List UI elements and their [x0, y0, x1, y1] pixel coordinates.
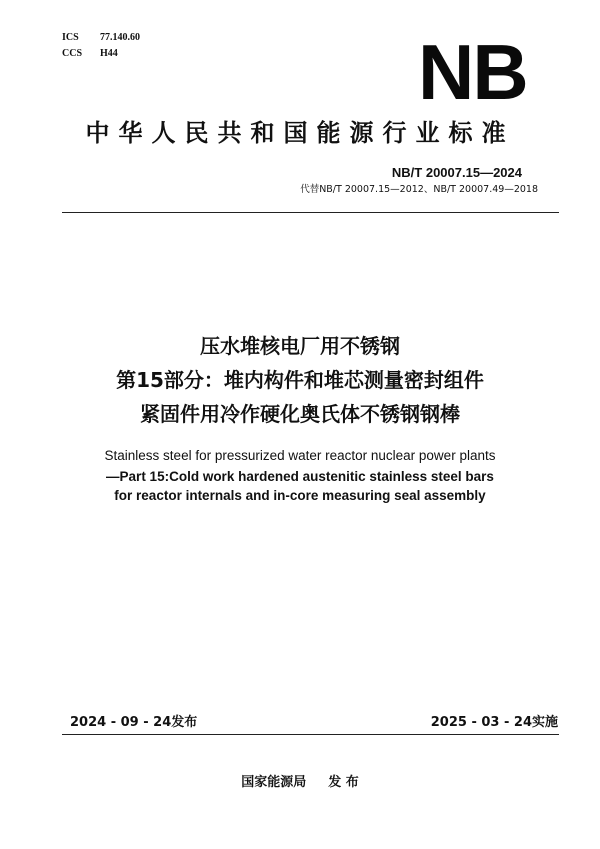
bottom-divider — [62, 734, 559, 735]
nb-logo: NB — [418, 28, 527, 116]
english-title-line-3: for reactor internals and in-core measuring seal assembly — [114, 488, 486, 503]
english-title — [0, 446, 600, 505]
publisher-action: 发 布 — [328, 775, 359, 790]
replaces-note: 代替NB/T 20007.15—2012、NB/T 20007.49—2018 — [300, 184, 538, 195]
ccs-value: H44 — [100, 48, 118, 59]
issue-date: 2024 - 09 - 24发布 — [70, 715, 198, 730]
chinese-title-line-3: 紧固件用冷作硬化奥氏体不锈钢钢棒 — [140, 402, 460, 426]
ccs-label: CCS — [62, 48, 83, 59]
chinese-title-line-2: 第15部分：堆内构件和堆芯测量密封组件 — [116, 368, 484, 392]
english-title-line-2: —Part 15:Cold work hardened austenitic stainless steel bars — [106, 469, 494, 484]
english-title-line-1: Stainless steel for pressurized water reactor nuclear power plants — [104, 448, 496, 463]
ics-value: 77.140.60 — [100, 32, 140, 43]
classification-codes — [62, 30, 140, 62]
ics-row — [62, 30, 140, 46]
implementation-date: 2025 - 03 - 24实施 — [430, 715, 558, 730]
top-divider — [62, 212, 559, 213]
publisher — [0, 775, 600, 791]
chinese-title — [0, 329, 600, 431]
ccs-row — [62, 46, 140, 62]
standard-category-title: 中华人民共和国能源行业标准 — [85, 119, 515, 147]
publisher-name: 国家能源局 — [241, 775, 307, 790]
standard-number: NB/T 20007.15—2024 — [391, 165, 522, 180]
ics-label: ICS — [62, 32, 79, 43]
chinese-title-line-1: 压水堆核电厂用不锈钢 — [200, 334, 400, 358]
